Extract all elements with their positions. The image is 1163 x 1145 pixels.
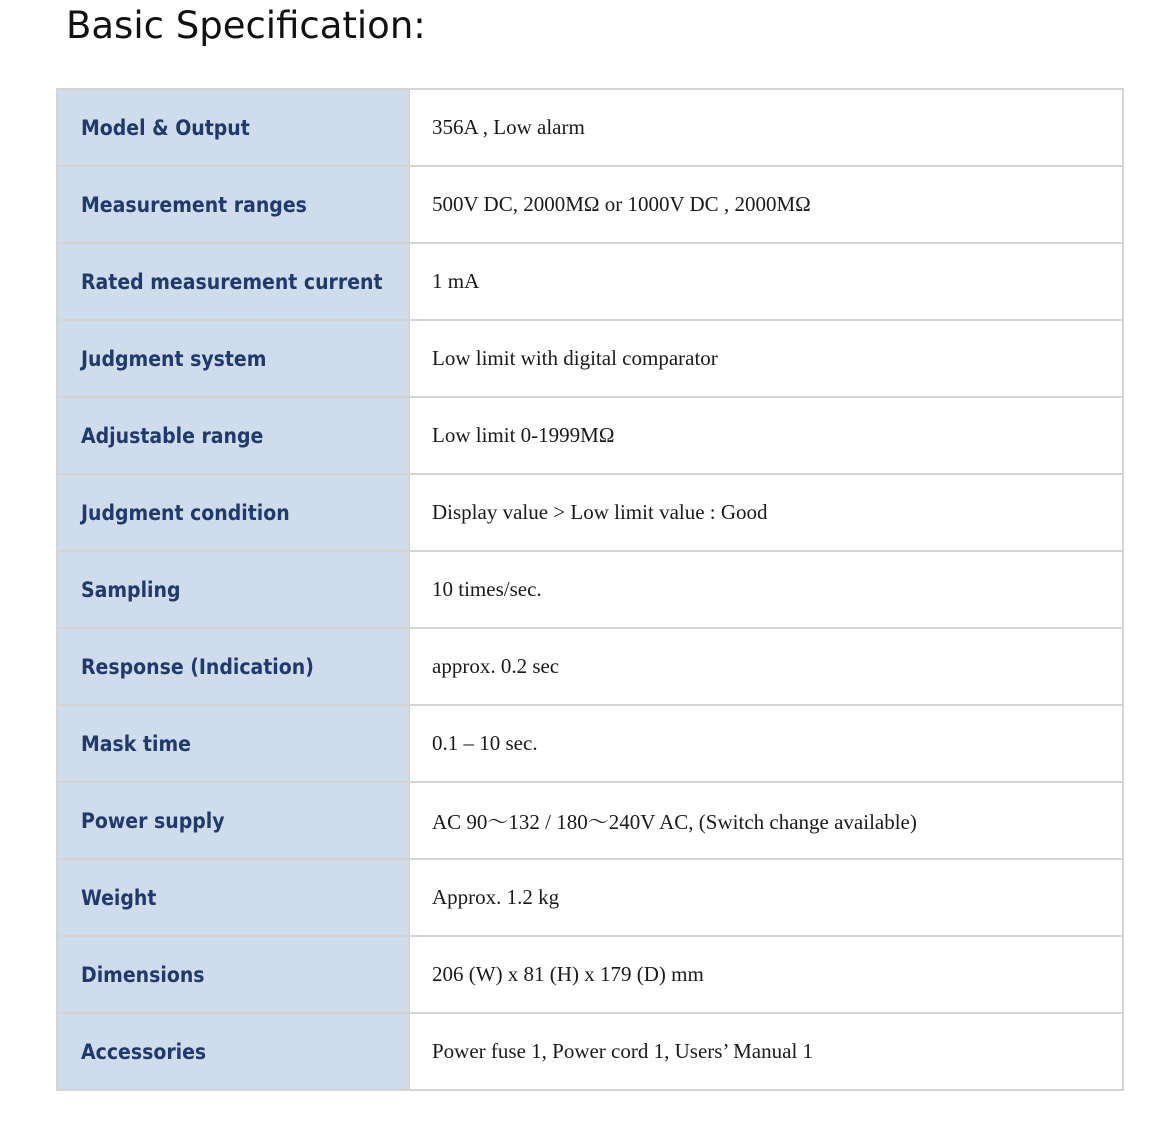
table-row (57, 705, 1123, 782)
spec-value: 500V DC, 2000MΩ or 1000V DC , 2000MΩ (409, 166, 1123, 243)
spec-label: Measurement ranges (57, 166, 409, 243)
spec-value: Power fuse 1, Power cord 1, Users’ Manual 1 (409, 1013, 1123, 1090)
table-row (57, 474, 1123, 551)
spec-label: Response (Indication) (57, 628, 409, 705)
spec-value: 206 (W) x 81 (H) x 179 (D) mm (409, 936, 1123, 1013)
table-row (57, 551, 1123, 628)
table-row (57, 89, 1123, 166)
spec-value: 0.1 – 10 sec. (409, 705, 1123, 782)
spec-label: Judgment condition (57, 474, 409, 551)
spec-value: Approx. 1.2 kg (409, 859, 1123, 936)
spec-label: Weight (57, 859, 409, 936)
table-row (57, 628, 1123, 705)
spec-label: Judgment system (57, 320, 409, 397)
spec-label: Adjustable range (57, 397, 409, 474)
spec-value: approx. 0.2 sec (409, 628, 1123, 705)
page-title: Basic Specification: (66, 4, 426, 47)
spec-label: Model & Output (57, 89, 409, 166)
table-row (57, 320, 1123, 397)
spec-label: Sampling (57, 551, 409, 628)
spec-label: Mask time (57, 705, 409, 782)
spec-label: Power supply (57, 782, 409, 859)
table-row (57, 782, 1123, 859)
spec-value: 10 times/sec. (409, 551, 1123, 628)
spec-value: 356A , Low alarm (409, 89, 1123, 166)
spec-value: Low limit 0-1999MΩ (409, 397, 1123, 474)
spec-table (56, 88, 1124, 1091)
table-row (57, 1013, 1123, 1090)
spec-label: Dimensions (57, 936, 409, 1013)
spec-value: 1 mA (409, 243, 1123, 320)
table-row (57, 859, 1123, 936)
spec-label: Accessories (57, 1013, 409, 1090)
spec-value: Display value > Low limit value : Good (409, 474, 1123, 551)
table-row (57, 397, 1123, 474)
table-row (57, 936, 1123, 1013)
table-row (57, 243, 1123, 320)
spec-value: AC 90〜132 / 180〜240V AC, (Switch change available) (409, 782, 1123, 859)
spec-label: Rated measurement current (57, 243, 409, 320)
table-row (57, 166, 1123, 243)
spec-value: Low limit with digital comparator (409, 320, 1123, 397)
